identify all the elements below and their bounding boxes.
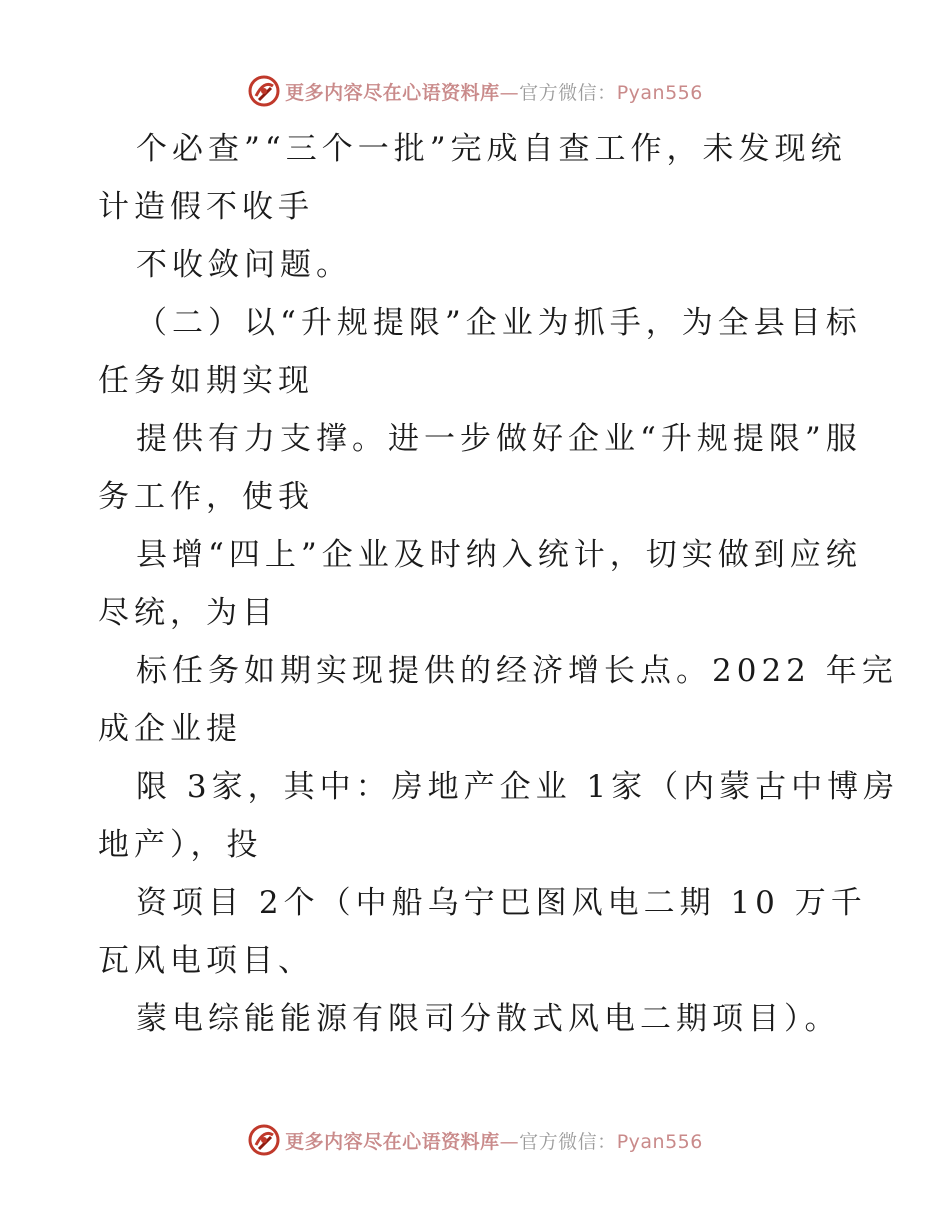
document-body bbox=[98, 120, 900, 1048]
banner-wechat-id: Pyan556 bbox=[616, 1130, 703, 1153]
text-line: 地产），投 bbox=[98, 827, 263, 863]
text-line: 县增“四上”企业及时纳入统计，切实做到应统 bbox=[136, 537, 862, 573]
text-line: 蒙电综能能源有限司分散式风电二期项目）。 bbox=[136, 1001, 841, 1037]
text-line: 不收敛问题。 bbox=[136, 247, 352, 283]
header-banner bbox=[0, 71, 950, 111]
banner-main-text: 更多内容尽在心语资料库 bbox=[285, 1130, 500, 1153]
banner-wechat-label: 官方微信： bbox=[519, 81, 617, 104]
text-line: 资项目 2个（中船乌宁巴图风电二期 10 万千 bbox=[136, 885, 867, 921]
text-line: 务工作，使我 bbox=[98, 479, 314, 515]
text-line: 标任务如期实现提供的经济增长点。2022 年完 bbox=[136, 653, 898, 689]
text-line: 限 3家，其中：房地产企业 1家（内蒙古中博房 bbox=[136, 769, 900, 805]
text-line: 个必查”“三个一批”完成自查工作，未发现统 bbox=[136, 131, 847, 167]
text-line: 提供有力支撑。进一步做好企业“升规提限”服 bbox=[136, 421, 862, 457]
banner-wechat-id: Pyan556 bbox=[616, 81, 703, 104]
text-line: 尽统，为目 bbox=[98, 595, 278, 631]
banner-text bbox=[285, 1127, 703, 1154]
footer-banner bbox=[0, 1120, 950, 1160]
banner-wechat-label: 官方微信： bbox=[519, 1130, 617, 1153]
red-swirl-logo-icon bbox=[247, 74, 281, 108]
red-swirl-logo-icon bbox=[247, 1123, 281, 1157]
banner-dash: — bbox=[499, 1130, 520, 1153]
text-line: 瓦风电项目、 bbox=[98, 943, 314, 979]
banner-text bbox=[285, 78, 703, 105]
text-line: 成企业提 bbox=[98, 711, 242, 747]
text-line: 任务如期实现 bbox=[98, 363, 314, 399]
banner-dash: — bbox=[499, 81, 520, 104]
banner-main-text: 更多内容尽在心语资料库 bbox=[285, 81, 500, 104]
text-line: （二）以“升规提限”企业为抓手，为全县目标 bbox=[136, 305, 862, 341]
text-line: 计造假不收手 bbox=[98, 189, 314, 225]
